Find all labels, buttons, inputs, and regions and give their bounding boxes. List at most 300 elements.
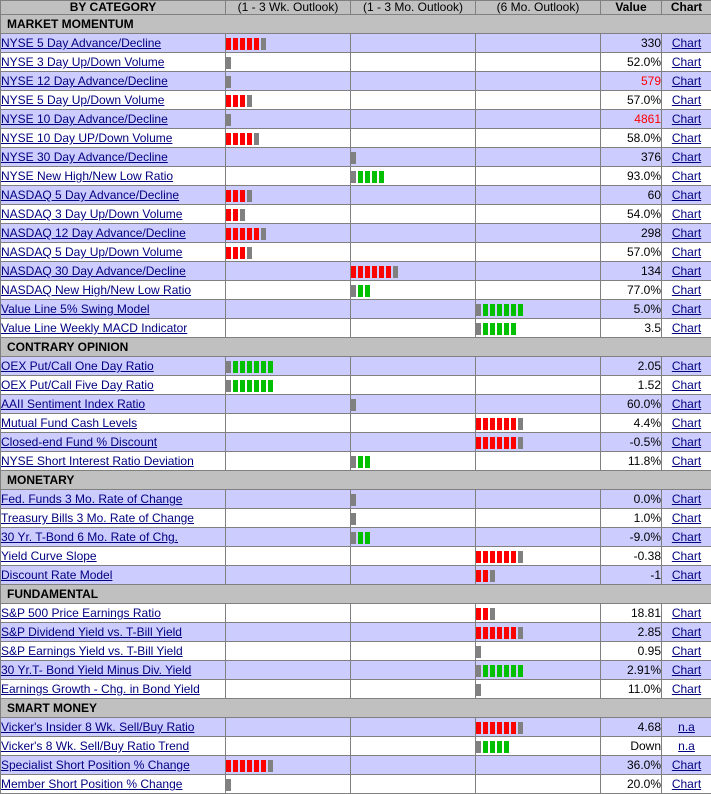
indicator-link[interactable]: OEX Put/Call Five Day Ratio xyxy=(1,378,154,392)
chart-link[interactable]: Chart xyxy=(672,435,701,449)
indicator-value: -0.5% xyxy=(601,433,662,452)
outlook-cell xyxy=(351,53,476,72)
outlook-cell xyxy=(476,376,601,395)
signal-bar xyxy=(351,285,372,297)
outlook-cell xyxy=(351,243,476,262)
chart-link[interactable]: n.a xyxy=(678,739,695,753)
table-row xyxy=(1,737,711,756)
indicator-name-cell xyxy=(1,205,226,224)
chart-link[interactable]: Chart xyxy=(672,663,701,677)
section-title: MARKET MOMENTUM xyxy=(1,15,711,34)
bullish-segment xyxy=(483,304,488,316)
neutral-marker xyxy=(476,684,481,696)
signal-bar xyxy=(351,456,372,468)
indicator-link[interactable]: S&P 500 Price Earnings Ratio xyxy=(1,606,161,620)
bullish-segment xyxy=(490,323,495,335)
bearish-segment xyxy=(226,209,231,221)
outlook-cell xyxy=(476,53,601,72)
indicator-link[interactable]: Fed. Funds 3 Mo. Rate of Change xyxy=(1,492,182,506)
indicator-value: 1.0% xyxy=(601,509,662,528)
chart-link[interactable]: Chart xyxy=(672,302,701,316)
indicator-link[interactable]: Specialist Short Position % Change xyxy=(1,758,190,772)
neutral-marker xyxy=(518,551,523,563)
outlook-cell xyxy=(226,167,351,186)
outlook-cell xyxy=(476,300,601,319)
signal-bar xyxy=(476,437,525,449)
outlook-cell xyxy=(226,300,351,319)
indicator-link[interactable]: NYSE 12 Day Advance/Decline xyxy=(1,74,168,88)
table-row xyxy=(1,34,711,53)
bearish-segment xyxy=(254,228,259,240)
indicator-link[interactable]: S&P Earnings Yield vs. T-Bill Yield xyxy=(1,644,183,658)
chart-link[interactable]: Chart xyxy=(672,359,701,373)
table-row xyxy=(1,224,711,243)
bullish-segment xyxy=(483,323,488,335)
chart-link[interactable]: Chart xyxy=(672,264,701,278)
outlook-cell xyxy=(351,148,476,167)
table-row xyxy=(1,433,711,452)
indicator-link[interactable]: NYSE Short Interest Ratio Deviation xyxy=(1,454,194,468)
bearish-segment xyxy=(226,760,231,772)
indicator-rows xyxy=(1,15,711,794)
indicator-value: 4861 xyxy=(601,110,662,129)
indicator-link[interactable]: NYSE New High/New Low Ratio xyxy=(1,169,173,183)
indicator-link[interactable]: Discount Rate Model xyxy=(1,568,112,582)
indicator-link[interactable]: Value Line Weekly MACD Indicator xyxy=(1,321,187,335)
chart-cell xyxy=(662,756,711,775)
neutral-marker xyxy=(247,95,252,107)
outlook-cell xyxy=(351,718,476,737)
indicator-value: -9.0% xyxy=(601,528,662,547)
bearish-segment xyxy=(504,627,509,639)
outlook-cell xyxy=(226,110,351,129)
signal-bar xyxy=(226,760,275,772)
outlook-cell xyxy=(476,642,601,661)
indicator-name-cell xyxy=(1,433,226,452)
table-row xyxy=(1,357,711,376)
bearish-segment xyxy=(240,133,245,145)
bearish-segment xyxy=(247,133,252,145)
bullish-segment xyxy=(504,665,509,677)
chart-link[interactable]: Chart xyxy=(672,644,701,658)
outlook-cell xyxy=(476,395,601,414)
outlook-cell xyxy=(351,604,476,623)
indicator-link[interactable]: NASDAQ 12 Day Advance/Decline xyxy=(1,226,186,240)
outlook-cell xyxy=(476,357,601,376)
outlook-cell xyxy=(476,452,601,471)
chart-cell xyxy=(662,775,711,794)
outlook-cell xyxy=(351,110,476,129)
outlook-cell xyxy=(476,433,601,452)
chart-link[interactable]: Chart xyxy=(672,226,701,240)
indicator-link[interactable]: 30 Yr.T- Bond Yield Minus Div. Yield xyxy=(1,663,191,677)
indicator-value: 58.0% xyxy=(601,129,662,148)
table-row xyxy=(1,319,711,338)
outlook-cell xyxy=(226,376,351,395)
outlook-cell xyxy=(226,186,351,205)
bullish-segment xyxy=(497,741,502,753)
outlook-1-3wk-header: (1 - 3 Wk. Outlook) xyxy=(226,1,351,15)
chart-link[interactable]: Chart xyxy=(672,625,701,639)
indicator-value: 4.68 xyxy=(601,718,662,737)
indicator-value: 57.0% xyxy=(601,91,662,110)
bearish-segment xyxy=(476,722,481,734)
outlook-cell xyxy=(476,604,601,623)
chart-link[interactable]: Chart xyxy=(672,131,701,145)
neutral-marker xyxy=(476,741,481,753)
bullish-segment xyxy=(365,456,370,468)
bearish-segment xyxy=(490,418,495,430)
indicator-link[interactable]: 30 Yr. T-Bond 6 Mo. Rate of Chg. xyxy=(1,530,178,544)
chart-cell xyxy=(662,167,711,186)
outlook-cell xyxy=(476,91,601,110)
indicator-name-cell xyxy=(1,623,226,642)
indicator-link[interactable]: Value Line 5% Swing Model xyxy=(1,302,150,316)
bullish-segment xyxy=(268,361,273,373)
outlook-cell xyxy=(226,547,351,566)
bearish-segment xyxy=(247,38,252,50)
section-header xyxy=(1,585,711,604)
indicator-value: 0.95 xyxy=(601,642,662,661)
chart-cell xyxy=(662,509,711,528)
chart-link[interactable]: Chart xyxy=(672,492,701,506)
outlook-cell xyxy=(226,262,351,281)
bearish-segment xyxy=(483,722,488,734)
chart-link[interactable]: Chart xyxy=(672,321,701,335)
chart-link[interactable]: Chart xyxy=(672,511,701,525)
chart-cell xyxy=(662,680,711,699)
table-row xyxy=(1,756,711,775)
indicator-link[interactable]: Earnings Growth - Chg. in Bond Yield xyxy=(1,682,200,696)
bullish-segment xyxy=(497,665,502,677)
outlook-cell xyxy=(351,452,476,471)
signal-bar xyxy=(226,779,233,791)
indicator-name-cell xyxy=(1,414,226,433)
indicator-link[interactable]: OEX Put/Call One Day Ratio xyxy=(1,359,154,373)
outlook-cell xyxy=(226,566,351,585)
bearish-segment xyxy=(240,95,245,107)
outlook-cell xyxy=(476,737,601,756)
outlook-cell xyxy=(351,756,476,775)
signal-bar xyxy=(476,418,525,430)
table-row xyxy=(1,775,711,794)
table-row xyxy=(1,300,711,319)
table-row xyxy=(1,452,711,471)
indicator-value: 52.0% xyxy=(601,53,662,72)
bearish-segment xyxy=(233,247,238,259)
indicator-name-cell xyxy=(1,509,226,528)
indicator-link[interactable]: NASDAQ 3 Day Up/Down Volume xyxy=(1,207,182,221)
indicator-link[interactable]: Vicker's 8 Wk. Sell/Buy Ratio Trend xyxy=(1,739,189,753)
neutral-marker xyxy=(351,152,356,164)
neutral-marker xyxy=(268,760,273,772)
outlook-1-3mo-header: (1 - 3 Mo. Outlook) xyxy=(351,1,476,15)
indicator-value: -0.38 xyxy=(601,547,662,566)
chart-link[interactable]: Chart xyxy=(672,530,701,544)
chart-link[interactable]: Chart xyxy=(672,549,701,563)
neutral-marker xyxy=(490,608,495,620)
section-header xyxy=(1,15,711,34)
outlook-cell xyxy=(226,604,351,623)
neutral-marker xyxy=(351,285,356,297)
bullish-segment xyxy=(261,380,266,392)
chart-link[interactable]: Chart xyxy=(672,169,701,183)
indicator-name-cell xyxy=(1,718,226,737)
outlook-cell xyxy=(226,718,351,737)
bullish-segment xyxy=(254,361,259,373)
indicator-link[interactable]: Treasury Bills 3 Mo. Rate of Change xyxy=(1,511,194,525)
outlook-cell xyxy=(226,509,351,528)
bearish-segment xyxy=(233,760,238,772)
outlook-cell xyxy=(476,718,601,737)
indicator-value: 18.81 xyxy=(601,604,662,623)
indicator-name-cell xyxy=(1,737,226,756)
signal-bar xyxy=(476,646,483,658)
chart-link[interactable]: Chart xyxy=(672,245,701,259)
neutral-marker xyxy=(351,532,356,544)
indicator-link[interactable]: S&P Dividend Yield vs. T-Bill Yield xyxy=(1,625,182,639)
indicator-name-cell xyxy=(1,167,226,186)
indicator-name-cell xyxy=(1,148,226,167)
indicator-link[interactable]: NASDAQ 5 Day Up/Down Volume xyxy=(1,245,182,259)
indicator-link[interactable]: NASDAQ 5 Day Advance/Decline xyxy=(1,188,179,202)
indicator-link[interactable]: Yield Curve Slope xyxy=(1,549,97,563)
outlook-cell xyxy=(476,661,601,680)
outlook-cell xyxy=(226,737,351,756)
indicator-link[interactable]: AAII Sentiment Index Ratio xyxy=(1,397,145,411)
chart-link[interactable]: Chart xyxy=(672,36,701,50)
indicator-value: 2.91% xyxy=(601,661,662,680)
bullish-segment xyxy=(511,665,516,677)
neutral-marker xyxy=(247,247,252,259)
indicator-value: 20.0% xyxy=(601,775,662,794)
neutral-marker xyxy=(226,114,231,126)
indicator-link[interactable]: NYSE 5 Day Advance/Decline xyxy=(1,36,161,50)
chart-cell xyxy=(662,186,711,205)
outlook-cell xyxy=(226,243,351,262)
chart-link[interactable]: Chart xyxy=(672,207,701,221)
indicator-name-cell xyxy=(1,357,226,376)
bearish-segment xyxy=(490,551,495,563)
indicator-value: 4.4% xyxy=(601,414,662,433)
indicator-value: 1.52 xyxy=(601,376,662,395)
indicator-name-cell xyxy=(1,72,226,91)
chart-cell xyxy=(662,718,711,737)
indicator-value: 5.0% xyxy=(601,300,662,319)
outlook-cell xyxy=(476,414,601,433)
chart-cell xyxy=(662,243,711,262)
neutral-marker xyxy=(261,228,266,240)
chart-link[interactable]: Chart xyxy=(672,55,701,69)
table-row xyxy=(1,281,711,300)
chart-link[interactable]: Chart xyxy=(672,682,701,696)
chart-cell xyxy=(662,566,711,585)
indicator-name-cell xyxy=(1,34,226,53)
chart-cell xyxy=(662,91,711,110)
section-title: SMART MONEY xyxy=(1,699,711,718)
neutral-marker xyxy=(518,418,523,430)
bearish-segment xyxy=(476,551,481,563)
indicator-link[interactable]: Closed-end Fund % Discount xyxy=(1,435,157,449)
chart-cell xyxy=(662,528,711,547)
neutral-marker xyxy=(476,323,481,335)
outlook-cell xyxy=(226,205,351,224)
chart-cell xyxy=(662,661,711,680)
outlook-cell xyxy=(351,566,476,585)
outlook-cell xyxy=(226,53,351,72)
indicator-name-cell xyxy=(1,319,226,338)
chart-link[interactable]: Chart xyxy=(672,397,701,411)
chart-cell xyxy=(662,604,711,623)
bearish-segment xyxy=(351,266,356,278)
outlook-cell xyxy=(476,490,601,509)
bearish-segment xyxy=(240,760,245,772)
chart-link[interactable]: n.a xyxy=(678,720,695,734)
signal-bar xyxy=(476,722,525,734)
bearish-segment xyxy=(483,608,488,620)
bearish-segment xyxy=(504,437,509,449)
chart-link[interactable]: Chart xyxy=(672,378,701,392)
bullish-segment xyxy=(247,380,252,392)
indicator-name-cell xyxy=(1,376,226,395)
chart-link[interactable]: Chart xyxy=(672,454,701,468)
outlook-cell xyxy=(226,91,351,110)
bearish-segment xyxy=(476,570,481,582)
chart-link[interactable]: Chart xyxy=(672,112,701,126)
outlook-cell xyxy=(226,680,351,699)
table-row xyxy=(1,376,711,395)
chart-cell xyxy=(662,490,711,509)
chart-link[interactable]: Chart xyxy=(672,777,701,791)
outlook-cell xyxy=(476,623,601,642)
outlook-cell xyxy=(476,186,601,205)
outlook-cell xyxy=(226,642,351,661)
table-row xyxy=(1,186,711,205)
bearish-segment xyxy=(372,266,377,278)
outlook-cell xyxy=(226,34,351,53)
neutral-marker xyxy=(518,437,523,449)
outlook-cell xyxy=(351,376,476,395)
bullish-segment xyxy=(233,361,238,373)
bearish-segment xyxy=(476,608,481,620)
chart-cell xyxy=(662,300,711,319)
indicator-name-cell xyxy=(1,91,226,110)
chart-link[interactable]: Chart xyxy=(672,93,701,107)
signal-bar xyxy=(476,304,525,316)
outlook-cell xyxy=(226,357,351,376)
outlook-cell xyxy=(351,319,476,338)
bullish-segment xyxy=(261,361,266,373)
chart-link[interactable]: Chart xyxy=(672,416,701,430)
indicator-name-cell xyxy=(1,224,226,243)
bullish-segment xyxy=(504,741,509,753)
chart-link[interactable]: Chart xyxy=(672,283,701,297)
indicator-name-cell xyxy=(1,262,226,281)
chart-link[interactable]: Chart xyxy=(672,758,701,772)
chart-cell xyxy=(662,224,711,243)
outlook-cell xyxy=(476,243,601,262)
table-row xyxy=(1,490,711,509)
header-row xyxy=(1,1,711,15)
indicator-name-cell xyxy=(1,110,226,129)
signal-bar xyxy=(351,399,358,411)
indicator-link[interactable]: NASDAQ 30 Day Advance/Decline xyxy=(1,264,186,278)
indicator-value: 579 xyxy=(601,72,662,91)
chart-link[interactable]: Chart xyxy=(672,150,701,164)
bullish-segment xyxy=(358,456,363,468)
chart-link[interactable]: Chart xyxy=(672,74,701,88)
bearish-segment xyxy=(511,627,516,639)
outlook-cell xyxy=(476,262,601,281)
signal-bar xyxy=(476,684,483,696)
chart-cell xyxy=(662,319,711,338)
bearish-segment xyxy=(511,551,516,563)
outlook-cell xyxy=(351,129,476,148)
indicator-link[interactable]: NYSE 5 Day Up/Down Volume xyxy=(1,93,164,107)
bearish-segment xyxy=(254,760,259,772)
category-header: BY CATEGORY xyxy=(1,1,226,15)
indicator-link[interactable]: Member Short Position % Change xyxy=(1,777,182,791)
indicator-value: 60.0% xyxy=(601,395,662,414)
bullish-segment xyxy=(365,285,370,297)
chart-link[interactable]: Chart xyxy=(672,188,701,202)
signal-bar xyxy=(351,513,358,525)
outlook-cell xyxy=(476,205,601,224)
signal-bar xyxy=(351,171,386,183)
indicator-link[interactable]: Vicker's Insider 8 Wk. Sell/Buy Ratio xyxy=(1,720,194,734)
bullish-segment xyxy=(365,171,370,183)
bearish-segment xyxy=(233,133,238,145)
neutral-marker xyxy=(351,494,356,506)
outlook-cell xyxy=(476,34,601,53)
signal-bar xyxy=(226,133,261,145)
bearish-segment xyxy=(497,551,502,563)
indicator-value: 60 xyxy=(601,186,662,205)
bearish-segment xyxy=(240,38,245,50)
neutral-marker xyxy=(351,399,356,411)
signal-bar xyxy=(476,741,511,753)
bearish-segment xyxy=(483,437,488,449)
indicator-link[interactable]: NYSE 3 Day Up/Down Volume xyxy=(1,55,164,69)
bearish-segment xyxy=(483,551,488,563)
neutral-marker xyxy=(351,171,356,183)
signal-bar xyxy=(226,114,233,126)
signal-bar xyxy=(226,38,268,50)
outlook-cell xyxy=(476,72,601,91)
bearish-segment xyxy=(226,133,231,145)
section-header xyxy=(1,471,711,490)
bearish-segment xyxy=(497,627,502,639)
chart-link[interactable]: Chart xyxy=(672,568,701,582)
chart-link[interactable]: Chart xyxy=(672,606,701,620)
indicator-link[interactable]: NASDAQ New High/New Low Ratio xyxy=(1,283,191,297)
outlook-cell xyxy=(351,281,476,300)
bullish-segment xyxy=(358,171,363,183)
outlook-cell xyxy=(226,756,351,775)
outlook-cell xyxy=(351,528,476,547)
table-row xyxy=(1,53,711,72)
indicator-link[interactable]: Mutual Fund Cash Levels xyxy=(1,416,137,430)
bearish-segment xyxy=(233,38,238,50)
outlook-cell xyxy=(351,433,476,452)
table-row xyxy=(1,129,711,148)
indicator-link[interactable]: NYSE 10 Day Advance/Decline xyxy=(1,112,168,126)
outlook-cell xyxy=(351,205,476,224)
indicator-link[interactable]: NYSE 30 Day Advance/Decline xyxy=(1,150,168,164)
bullish-segment xyxy=(518,665,523,677)
indicator-link[interactable]: NYSE 10 Day UP/Down Volume xyxy=(1,131,172,145)
bearish-segment xyxy=(504,418,509,430)
